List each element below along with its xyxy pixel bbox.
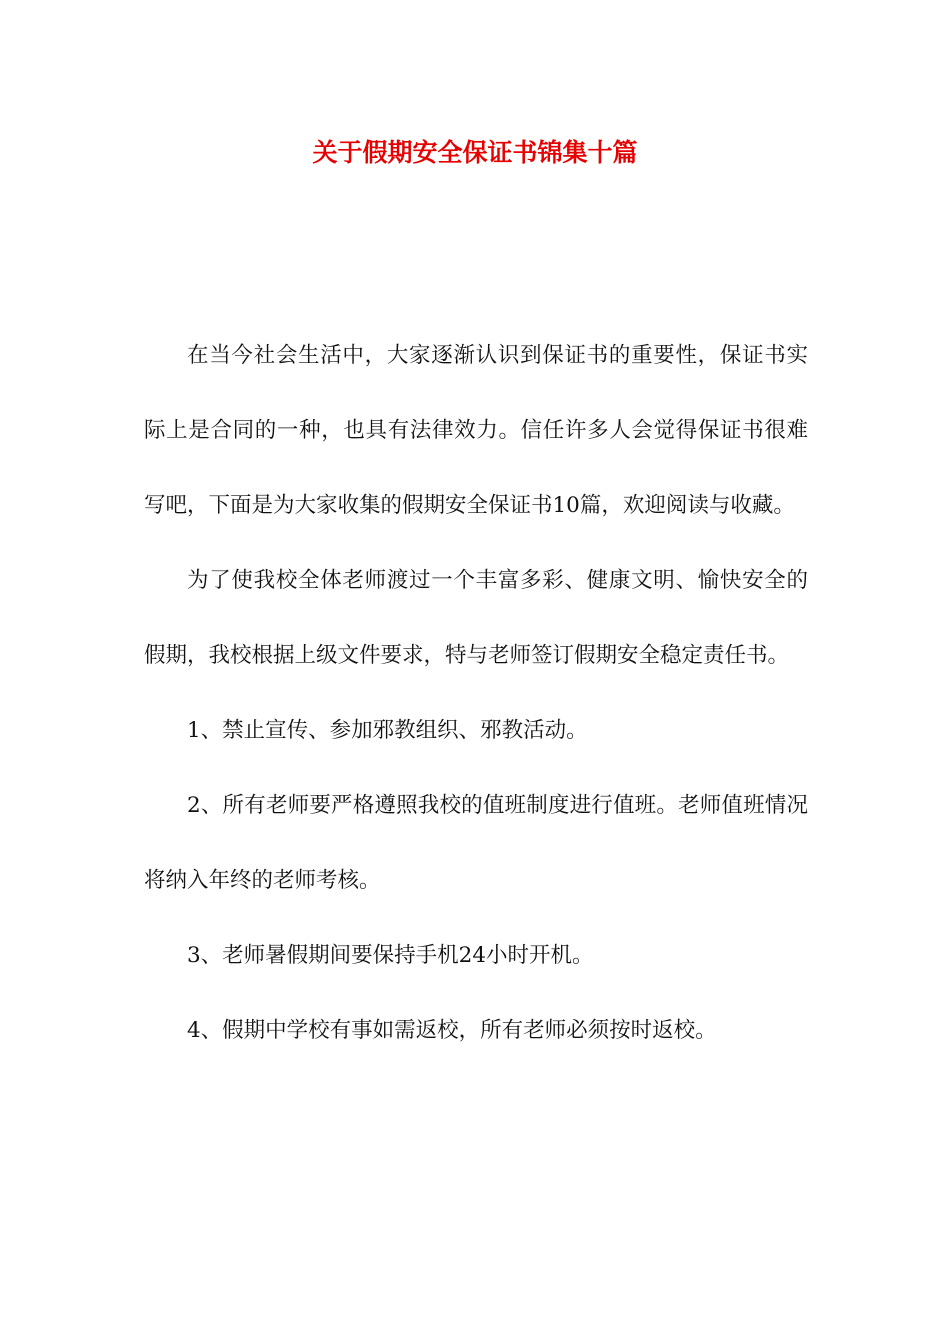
list-item-2: 2、所有老师要严格遵照我校的值班制度进行值班。老师值班情况将纳入年终的老师考核。 <box>144 793 808 893</box>
document-body <box>144 318 808 1068</box>
list-item-4: 4、假期中学校有事如需返校，所有老师必须按时返校。 <box>187 1018 717 1043</box>
paragraph-purpose: 为了使我校全体老师渡过一个丰富多彩、健康文明、愉快安全的假期，我校根据上级文件要求，特与老师签订假期安全稳定责任书。 <box>144 568 808 668</box>
document-title: 关于假期安全保证书锦集十篇 <box>312 138 638 167</box>
paragraph-intro: 在当今社会生活中，大家逐渐认识到保证书的重要性，保证书实际上是合同的一种，也具有法律效力。信任许多人会觉得保证书很难写吧，下面是为大家收集的假期安全保证书10篇，欢迎阅读与收藏。 <box>144 343 808 518</box>
list-item-1: 1、禁止宣传、参加邪教组织、邪教活动。 <box>187 718 588 743</box>
list-item-3: 3、老师暑假期间要保持手机24小时开机。 <box>187 943 594 968</box>
